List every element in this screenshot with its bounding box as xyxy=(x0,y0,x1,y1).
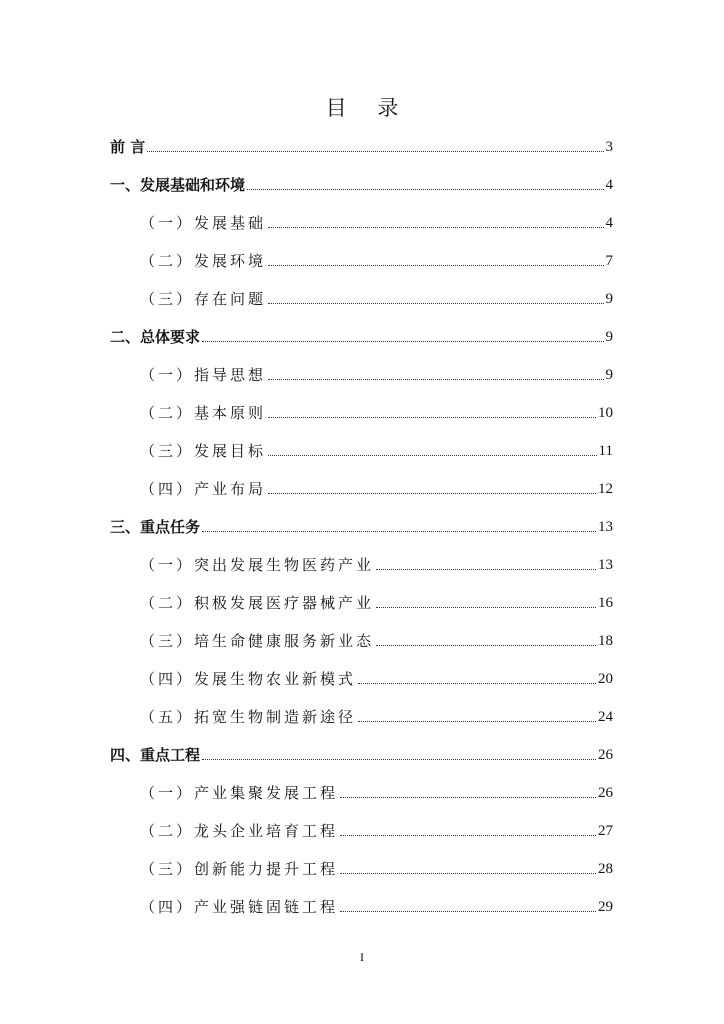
toc-page-number: 10 xyxy=(598,405,613,421)
toc-label: 四、重点工程 xyxy=(110,746,201,764)
leader-dots xyxy=(147,151,603,152)
leader-dots xyxy=(202,531,596,532)
toc-label: （三）存在问题 xyxy=(140,290,267,308)
toc-page-number: 7 xyxy=(605,253,613,269)
leader-dots xyxy=(358,721,596,722)
toc-label: （三）培生命健康服务新业态 xyxy=(140,632,375,650)
toc-page-number: 20 xyxy=(598,671,613,687)
leader-dots xyxy=(268,227,603,228)
leader-dots xyxy=(376,569,596,570)
toc-page-number: 27 xyxy=(598,823,613,839)
toc-label: （二）积极发展医疗器械产业 xyxy=(140,594,375,612)
toc-page-number: 12 xyxy=(598,481,613,497)
toc-entry-section-3[interactable] xyxy=(110,513,613,537)
toc-label: 前 言 xyxy=(110,138,146,156)
toc-entry-section-2[interactable] xyxy=(110,323,613,347)
toc-entry-4-1[interactable] xyxy=(140,779,613,803)
page-footer-number: I xyxy=(360,950,364,964)
leader-dots xyxy=(268,379,603,380)
toc-entry-1-1[interactable] xyxy=(140,209,613,233)
toc-label: 一、发展基础和环境 xyxy=(110,176,246,194)
toc-label: （三）发展目标 xyxy=(140,442,267,460)
toc-entry-3-1[interactable] xyxy=(140,551,613,575)
toc-label: （一）发展基础 xyxy=(140,214,267,232)
page-title: 目 录 xyxy=(325,96,411,120)
toc-entry-3-3[interactable] xyxy=(140,627,613,651)
leader-dots xyxy=(202,759,596,760)
toc-label: （二）发展环境 xyxy=(140,252,267,270)
toc-label: （五）拓宽生物制造新途径 xyxy=(140,708,357,726)
toc-page-number: 24 xyxy=(598,709,613,725)
toc-page-number: 4 xyxy=(605,215,613,231)
leader-dots xyxy=(340,797,596,798)
leader-dots xyxy=(268,417,596,418)
toc-page-number: 4 xyxy=(605,177,613,193)
toc-page-number: 9 xyxy=(605,329,613,345)
toc-page-number: 18 xyxy=(598,633,613,649)
toc-page-number: 3 xyxy=(605,139,613,155)
toc-entry-4-4[interactable] xyxy=(140,893,613,917)
leader-dots xyxy=(202,341,603,342)
toc-entry-3-2[interactable] xyxy=(140,589,613,613)
leader-dots xyxy=(268,265,603,266)
leader-dots xyxy=(340,873,596,874)
toc-page-number: 26 xyxy=(598,747,613,763)
toc-entry-section-4[interactable] xyxy=(110,741,613,765)
leader-dots xyxy=(268,303,603,304)
toc-label: （四）产业强链固链工程 xyxy=(140,898,339,916)
toc-page-number: 13 xyxy=(598,557,613,573)
toc-entry-3-4[interactable] xyxy=(140,665,613,689)
toc-entry-1-3[interactable] xyxy=(140,285,613,309)
toc-entry-2-3[interactable] xyxy=(140,437,613,461)
leader-dots xyxy=(340,835,596,836)
toc-page-number: 29 xyxy=(598,899,613,915)
toc-page-number: 9 xyxy=(605,367,613,383)
leader-dots xyxy=(268,493,596,494)
toc-label: （三）创新能力提升工程 xyxy=(140,860,339,878)
toc-entry-3-5[interactable] xyxy=(140,703,613,727)
toc-label: （二）龙头企业培育工程 xyxy=(140,822,339,840)
toc-label: （一）突出发展生物医药产业 xyxy=(140,556,375,574)
leader-dots xyxy=(358,683,596,684)
leader-dots xyxy=(268,455,597,456)
toc-entry-4-2[interactable] xyxy=(140,817,613,841)
toc-page-number: 26 xyxy=(598,785,613,801)
toc-page-number: 13 xyxy=(598,519,613,535)
toc-page-number: 28 xyxy=(598,861,613,877)
toc-label: 三、重点任务 xyxy=(110,518,201,536)
toc-label: （四）发展生物农业新模式 xyxy=(140,670,357,688)
toc-page-number: 16 xyxy=(598,595,613,611)
toc-entry-2-1[interactable] xyxy=(140,361,613,385)
toc-entry-2-4[interactable] xyxy=(140,475,613,499)
toc-entry-4-3[interactable] xyxy=(140,855,613,879)
toc-page-number: 9 xyxy=(605,291,613,307)
toc-entry-1-2[interactable] xyxy=(140,247,613,271)
leader-dots xyxy=(376,607,596,608)
toc-label: （二）基本原则 xyxy=(140,404,267,422)
leader-dots xyxy=(340,911,596,912)
toc-entry-2-2[interactable] xyxy=(140,399,613,423)
toc-label: （一）产业集聚发展工程 xyxy=(140,784,339,802)
toc-label: （四）产业布局 xyxy=(140,480,267,498)
leader-dots xyxy=(247,189,603,190)
toc-label: （一）指导思想 xyxy=(140,366,267,384)
toc-entry-preface[interactable] xyxy=(110,133,613,157)
leader-dots xyxy=(376,645,596,646)
toc-entry-section-1[interactable] xyxy=(110,171,613,195)
toc-label: 二、总体要求 xyxy=(110,328,201,346)
toc-page-number: 11 xyxy=(598,443,613,459)
